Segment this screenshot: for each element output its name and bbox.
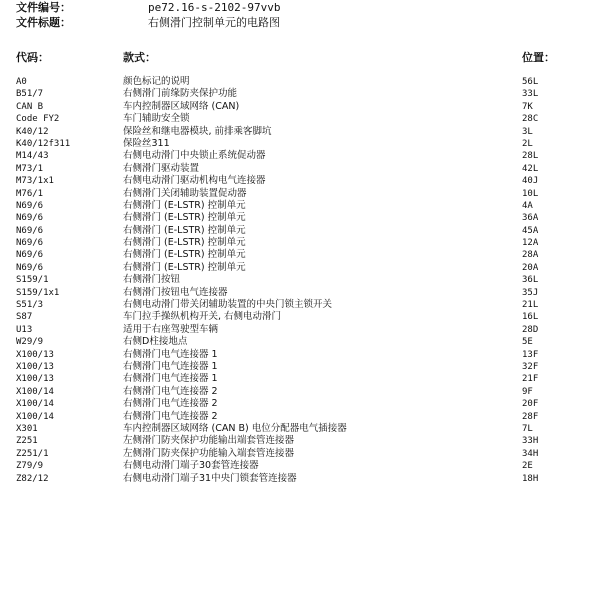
row-description: 适用于右座驾驶型车辆 <box>123 323 219 335</box>
row-position: 2L <box>522 138 533 149</box>
row-description: 保险丝311 <box>123 137 170 149</box>
row-description: 右侧滑门 (E-LSTR) 控制单元 <box>123 199 246 211</box>
table-row <box>0 150 608 162</box>
table-row <box>0 249 608 261</box>
row-position: 16L <box>522 312 539 323</box>
row-position: 28L <box>522 151 539 162</box>
table-row <box>0 163 608 175</box>
row-code: Z79/9 <box>16 461 44 472</box>
table-row <box>0 138 608 150</box>
row-code: M14/43 <box>16 151 49 162</box>
row-description: 右侧滑门关闭辅助装置促动器 <box>123 187 247 199</box>
table-row <box>0 361 608 373</box>
table-row <box>0 175 608 187</box>
row-description: 右侧滑门 (E-LSTR) 控制单元 <box>123 261 246 273</box>
table-row <box>0 448 608 460</box>
row-description: 右侧滑门按钮 <box>123 274 181 286</box>
row-position: 32F <box>522 361 539 372</box>
row-position: 21L <box>522 300 539 311</box>
table-row <box>0 126 608 138</box>
row-description: 右侧D柱接地点 <box>123 336 188 348</box>
row-position: 7K <box>522 101 533 112</box>
row-description: 右侧滑门电气连接器 1 <box>123 373 218 385</box>
row-code: W29/9 <box>16 337 44 348</box>
table-row <box>0 225 608 237</box>
row-description: 车内控制器区域网络 (CAN) <box>123 100 240 112</box>
row-position: 13F <box>522 349 539 360</box>
row-position: 28F <box>522 411 539 422</box>
table-row <box>0 311 608 323</box>
row-code: Z82/12 <box>16 473 49 484</box>
row-position: 20F <box>522 399 539 410</box>
table-row <box>0 411 608 423</box>
row-position: 40J <box>522 176 539 187</box>
row-code: K40/12f311 <box>16 138 71 149</box>
row-position: 10L <box>522 188 539 199</box>
table-row <box>0 113 608 125</box>
row-code: N69/6 <box>16 225 44 236</box>
row-code: B51/7 <box>16 89 44 100</box>
column-heading-code: 代码： <box>16 51 49 64</box>
row-code: M73/1 <box>16 163 44 174</box>
row-position: 7L <box>522 423 533 434</box>
row-code: M73/1x1 <box>16 176 54 187</box>
row-description: 右侧滑门驱动装置 <box>123 162 200 174</box>
row-position: 3L <box>522 126 533 137</box>
row-code: S159/1x1 <box>16 287 60 298</box>
row-code: S87 <box>16 312 33 323</box>
table-row <box>0 262 608 274</box>
table-row <box>0 460 608 472</box>
row-description: 右侧电动滑门端子31中央门锁套管连接器 <box>123 472 297 484</box>
table-row <box>0 237 608 249</box>
row-code: X100/14 <box>16 399 54 410</box>
table-row <box>0 188 608 200</box>
row-position: 33H <box>522 436 539 447</box>
row-position: 12A <box>522 238 539 249</box>
row-position: 36A <box>522 213 539 224</box>
row-code: X100/13 <box>16 374 54 385</box>
row-description: 左侧滑门防夹保护功能输入端套管连接器 <box>123 447 295 459</box>
row-description: 车内控制器区域网络 (CAN B) 电位分配器电气插接器 <box>123 422 347 434</box>
row-position: 42L <box>522 163 539 174</box>
row-code: Z251 <box>16 436 38 447</box>
table-row <box>0 200 608 212</box>
row-code: X100/13 <box>16 361 54 372</box>
row-description: 右侧电动滑门端子30套管连接器 <box>123 460 259 472</box>
row-position: 35J <box>522 287 539 298</box>
table-row <box>0 373 608 385</box>
row-position: 33L <box>522 89 539 100</box>
row-description: 右侧滑门 (E-LSTR) 控制单元 <box>123 249 246 261</box>
column-heading-description: 款式： <box>123 51 156 64</box>
row-code: N69/6 <box>16 238 44 249</box>
column-heading-position: 位置： <box>522 51 555 64</box>
table-row <box>0 299 608 311</box>
row-position: 28A <box>522 250 539 261</box>
row-position: 18H <box>522 473 539 484</box>
table-row <box>0 212 608 224</box>
row-description: 右侧电动滑门带关闭辅助装置的中央门锁主锁开关 <box>123 299 333 311</box>
table-row <box>0 274 608 286</box>
table-row <box>0 324 608 336</box>
table-row <box>0 386 608 398</box>
row-description: 右侧滑门前缘防夹保护功能 <box>123 88 238 100</box>
table-row <box>0 473 608 485</box>
row-code: N69/6 <box>16 213 44 224</box>
table-row <box>0 349 608 361</box>
row-description: 右侧滑门电气连接器 2 <box>123 385 218 397</box>
row-position: 36L <box>522 275 539 286</box>
doc-title-value: 右侧滑门控制单元的电路图 <box>148 16 280 29</box>
row-position: 5E <box>522 337 533 348</box>
table-row <box>0 88 608 100</box>
table-row <box>0 101 608 113</box>
row-position: 56L <box>522 77 539 87</box>
row-description: 右侧滑门按钮电气连接器 <box>123 286 228 298</box>
row-code: Code FY2 <box>16 114 60 125</box>
row-description: 右侧电动滑门中央锁止系统促动器 <box>123 150 266 162</box>
row-description: 右侧滑门 (E-LSTR) 控制单元 <box>123 224 246 236</box>
row-description: 右侧滑门电气连接器 2 <box>123 410 218 422</box>
row-code: N69/6 <box>16 250 44 261</box>
row-position: 9F <box>522 386 533 397</box>
table-row <box>0 76 608 88</box>
row-description: 颜色标记的说明 <box>123 76 190 87</box>
row-code: Z251/1 <box>16 448 49 459</box>
row-code: N69/6 <box>16 262 44 273</box>
row-description: 右侧滑门电气连接器 1 <box>123 360 218 372</box>
row-code: S159/1 <box>16 275 49 286</box>
doc-number-label: 文件编号： <box>16 1 71 14</box>
component-list <box>0 76 608 485</box>
row-code: CAN B <box>16 101 44 112</box>
row-code: X100/14 <box>16 411 54 422</box>
row-description: 右侧滑门电气连接器 2 <box>123 398 218 410</box>
row-position: 28D <box>522 324 539 335</box>
row-position: 34H <box>522 448 539 459</box>
row-description: 右侧滑门 (E-LSTR) 控制单元 <box>123 237 246 249</box>
row-position: 4A <box>522 200 533 211</box>
row-description: 右侧电动滑门驱动机构电气连接器 <box>123 175 266 187</box>
row-description: 车门拉手操纵机构开关, 右侧电动滑门 <box>123 311 282 323</box>
row-description: 右侧滑门电气连接器 1 <box>123 348 218 360</box>
row-code: N69/6 <box>16 200 44 211</box>
row-code: X301 <box>16 423 38 434</box>
row-description: 保险丝和继电器模块, 前排乘客脚坑 <box>123 125 272 137</box>
table-row <box>0 336 608 348</box>
row-code: X100/13 <box>16 349 54 360</box>
doc-title-label: 文件标题： <box>16 16 71 29</box>
row-code: M76/1 <box>16 188 44 199</box>
row-code: K40/12 <box>16 126 49 137</box>
row-code: S51/3 <box>16 300 44 311</box>
row-position: 21F <box>522 374 539 385</box>
row-description: 左侧滑门防夹保护功能输出端套管连接器 <box>123 435 295 447</box>
row-description: 右侧滑门 (E-LSTR) 控制单元 <box>123 212 246 224</box>
table-row <box>0 398 608 410</box>
table-row <box>0 435 608 447</box>
row-code: A0 <box>16 77 27 87</box>
row-description: 车门辅助安全锁 <box>123 113 190 125</box>
row-position: 20A <box>522 262 539 273</box>
table-row <box>0 287 608 299</box>
table-row <box>0 423 608 435</box>
row-code: U13 <box>16 324 33 335</box>
row-position: 2E <box>522 461 533 472</box>
row-position: 28C <box>522 114 539 125</box>
row-position: 45A <box>522 225 539 236</box>
doc-number-value: pe72.16-s-2102-97vvb <box>148 1 281 14</box>
row-code: X100/14 <box>16 386 54 397</box>
